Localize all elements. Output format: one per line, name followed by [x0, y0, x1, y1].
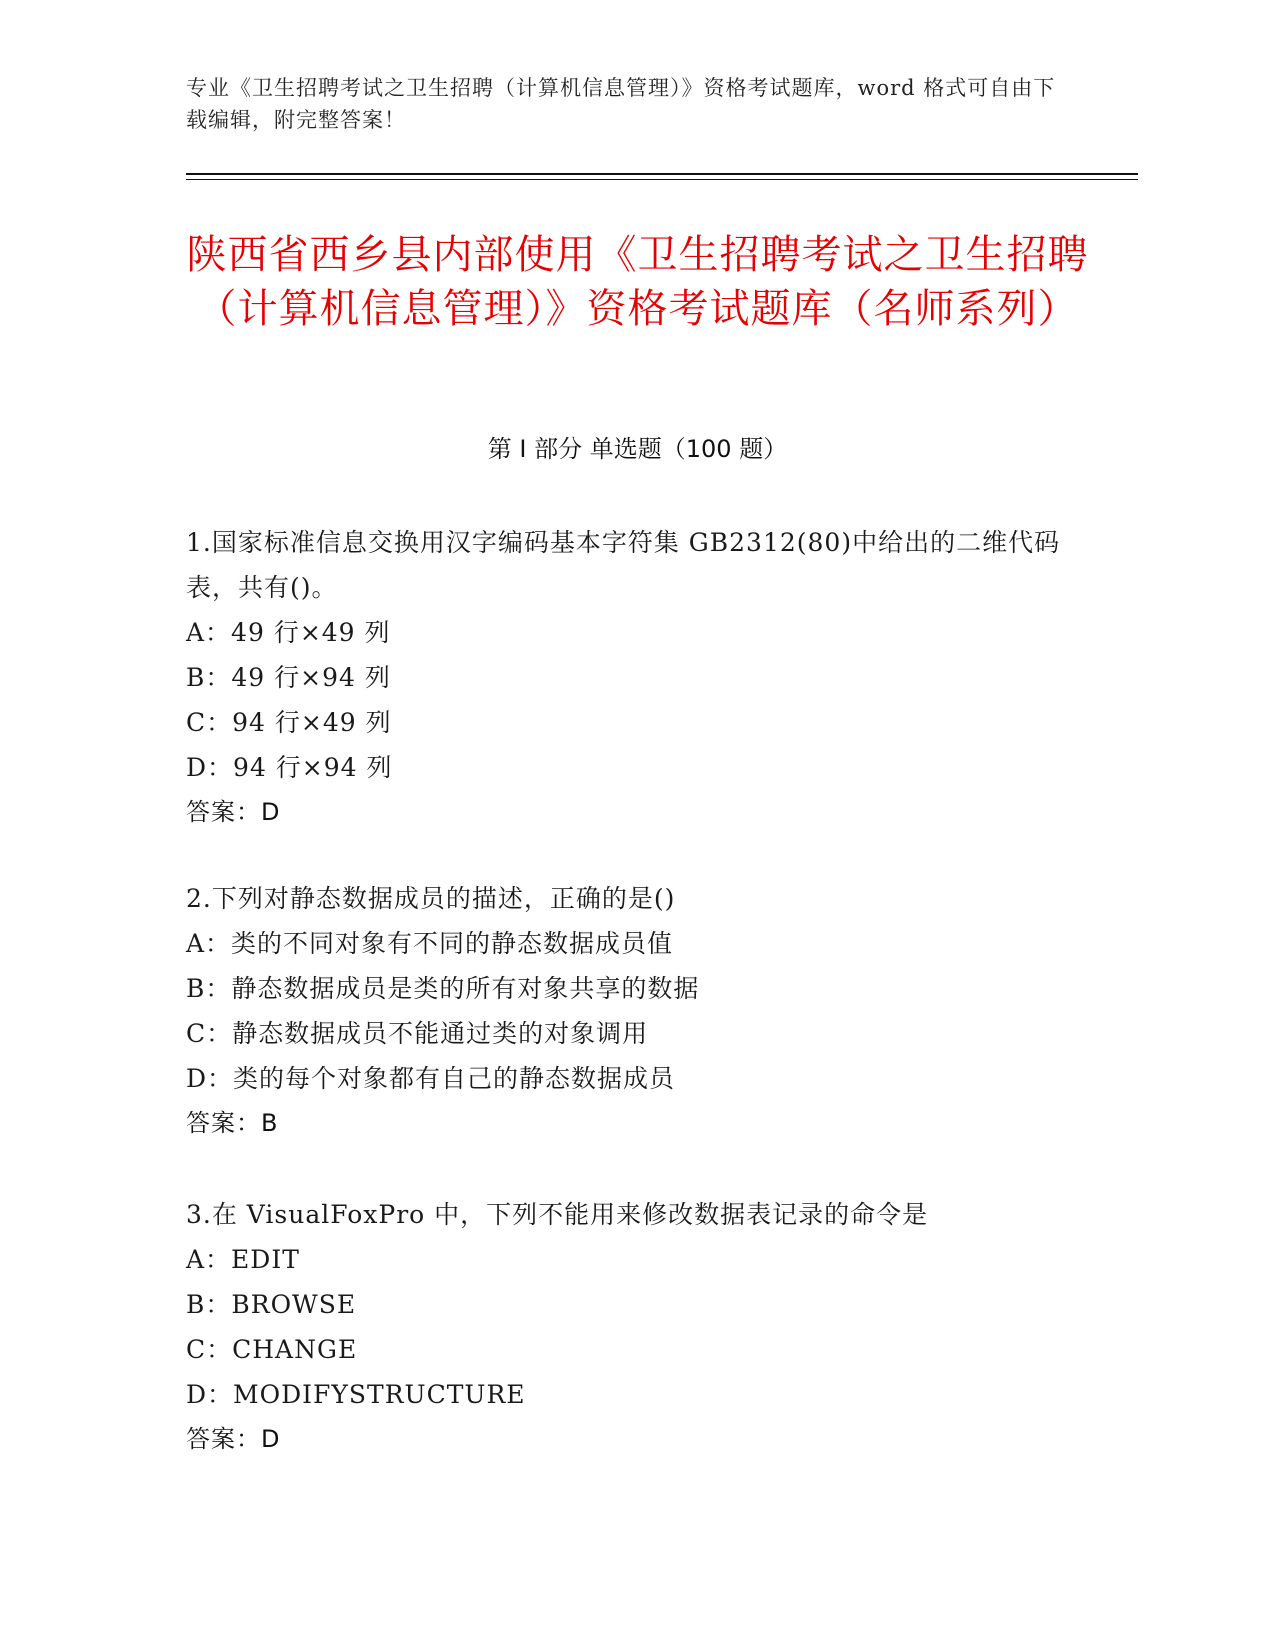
- option-c: C：静态数据成员不能通过类的对象调用: [186, 1019, 649, 1048]
- answer-line: 答案：D: [186, 1425, 281, 1453]
- option-d: D：MODIFYSTRUCTURE: [186, 1380, 526, 1409]
- question-2: [186, 876, 1066, 1146]
- option-b: B：静态数据成员是类的所有对象共享的数据: [186, 974, 700, 1003]
- question-1: [186, 520, 1066, 835]
- answer-line: 答案：B: [186, 1109, 279, 1137]
- option-a: A：类的不同对象有不同的静态数据成员值: [186, 929, 674, 958]
- question-stem: 1.国家标准信息交换用汉字编码基本字符集 GB2312(80)中给出的二维代码表，共有()。: [186, 528, 1061, 602]
- header-rule-thin: [186, 179, 1138, 180]
- header-rule-thick: [186, 173, 1138, 175]
- header-note: 专业《卫生招聘考试之卫生招聘（计算机信息管理）》资格考试题库，word 格式可自由下载编辑，附完整答案！: [186, 76, 1056, 132]
- option-c: C：94 行×49 列: [186, 708, 392, 737]
- option-c: C：CHANGE: [186, 1335, 358, 1364]
- option-b: B：49 行×94 列: [186, 663, 391, 692]
- option-d: D：94 行×94 列: [186, 753, 393, 782]
- option-a: A：49 行×49 列: [186, 618, 391, 647]
- option-a: A：EDIT: [186, 1245, 300, 1274]
- answer-line: 答案：D: [186, 798, 281, 826]
- document-title: 陕西省西乡县内部使用《卫生招聘考试之卫生招聘（计算机信息管理）》资格考试题库（名师系列）: [186, 232, 1089, 332]
- question-stem: 3.在 VisualFoxPro 中，下列不能用来修改数据表记录的命令是: [186, 1200, 929, 1229]
- question-stem: 2.下列对静态数据成员的描述，正确的是(): [186, 884, 676, 913]
- option-b: B：BROWSE: [186, 1290, 357, 1319]
- section-heading: 第 I 部分 单选题（100 题）: [487, 435, 788, 463]
- question-3: [186, 1192, 1066, 1462]
- option-d: D：类的每个对象都有自己的静态数据成员: [186, 1064, 676, 1093]
